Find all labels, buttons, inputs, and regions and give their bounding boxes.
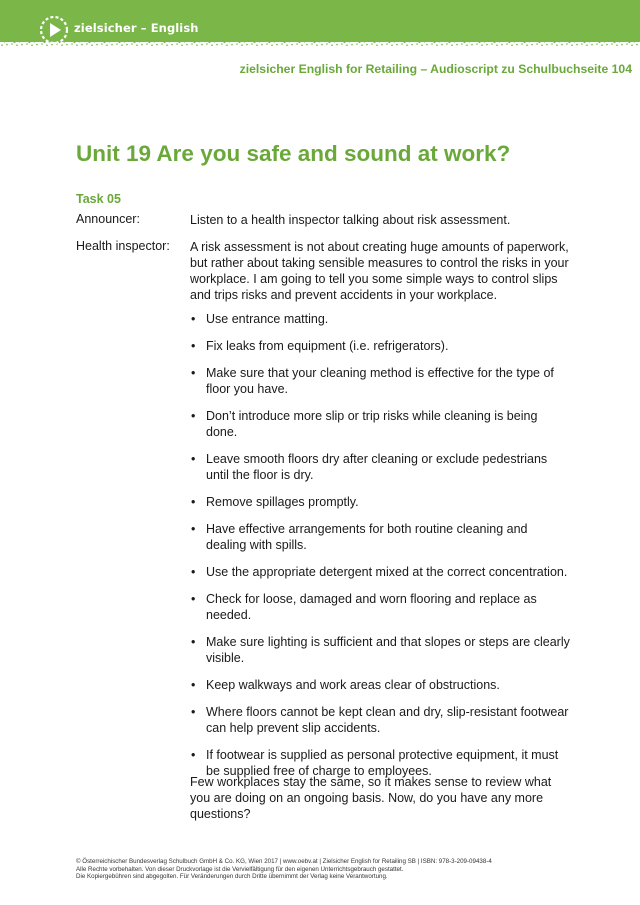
play-icon bbox=[37, 13, 71, 47]
list-item bbox=[190, 494, 570, 510]
list-item bbox=[190, 634, 570, 666]
bullet-icon: • bbox=[191, 495, 196, 509]
list-item bbox=[190, 521, 570, 553]
list-item bbox=[190, 564, 570, 580]
list-item bbox=[190, 408, 570, 440]
brand-name: zielsicher – English bbox=[74, 21, 199, 35]
list-item-text: Remove spillages promptly. bbox=[206, 495, 359, 509]
list-item-text: Make sure lighting is sufficient and that slopes or steps are clearly visible. bbox=[206, 635, 570, 665]
bullet-icon: • bbox=[191, 366, 196, 380]
task-label: Task 05 bbox=[76, 192, 121, 206]
inspector-text: A risk assessment is not about creating huge amounts of paperwork, but rather about taking sensible measures to control the risks in your workplace. I am going to tell you some simple ways to control slips and trips risks and prevent accidents in your workplace. bbox=[190, 240, 569, 302]
footer-line: © Österreichischer Bundesverlag Schulbuch GmbH & Co. KG, Wien 2017 | www.oebv.at | Zielsicher English for Retailing SB | ISBN: 978-3-209-09438-4 bbox=[76, 858, 492, 865]
list-item bbox=[190, 591, 570, 623]
list-item-text: Use entrance matting. bbox=[206, 312, 329, 326]
list-item-text: If footwear is supplied as personal protective equipment, it must be supplied free of charge to employees. bbox=[206, 748, 559, 778]
bullet-icon: • bbox=[191, 592, 196, 606]
bullet-icon: • bbox=[191, 565, 196, 579]
bullet-icon: • bbox=[191, 409, 196, 423]
footer-line: Alle Rechte vorbehalten. Von dieser Druckvorlage ist die Vervielfältigung für den eigenen Unterrichtsgebrauch gestattet. bbox=[76, 865, 404, 873]
list-item bbox=[190, 311, 570, 327]
bullet-icon: • bbox=[191, 705, 196, 719]
list-item bbox=[190, 338, 570, 354]
list-item bbox=[190, 365, 570, 397]
closing-text: Few workplaces stay the same, so it makes sense to review what you are doing on an ongoing basis. Now, do you have any more questions? bbox=[190, 775, 552, 821]
list-item-text: Don’t introduce more slip or trip risks while cleaning is being done. bbox=[206, 409, 538, 439]
list-item-text: Use the appropriate detergent mixed at the correct concentration. bbox=[206, 565, 568, 579]
list-item-text: Where floors cannot be kept clean and dry, slip-resistant footwear can help prevent slip accidents. bbox=[206, 705, 569, 735]
inspector-speaker: Health inspector: bbox=[76, 239, 170, 253]
safety-tips-list bbox=[190, 311, 570, 790]
bullet-icon: • bbox=[191, 635, 196, 649]
list-item bbox=[190, 451, 570, 483]
bullet-icon: • bbox=[191, 339, 196, 353]
list-item-text: Leave smooth floors dry after cleaning or exclude pedestrians until the floor is dry. bbox=[206, 452, 548, 482]
list-item-text: Keep walkways and work areas clear of obstructions. bbox=[206, 678, 500, 692]
list-item-text: Make sure that your cleaning method is effective for the type of floor you have. bbox=[206, 366, 554, 396]
copyright-footer bbox=[76, 858, 616, 881]
list-item-text: Check for loose, damaged and worn flooring and replace as needed. bbox=[206, 592, 537, 622]
bullet-icon: • bbox=[191, 522, 196, 536]
list-item-text: Have effective arrangements for both routine cleaning and dealing with spills. bbox=[206, 522, 528, 552]
banner-dotted-edge bbox=[0, 36, 640, 50]
document-header: zielsicher English for Retailing – Audioscript zu Schulbuchseite 104 bbox=[239, 62, 632, 76]
page-title: Unit 19 Are you safe and sound at work? bbox=[76, 141, 511, 166]
list-item-text: Fix leaks from equipment (i.e. refrigerators). bbox=[206, 339, 449, 353]
bullet-icon: • bbox=[191, 678, 196, 692]
list-item bbox=[190, 704, 570, 736]
list-item bbox=[190, 677, 570, 693]
announcer-text: Listen to a health inspector talking about risk assessment. bbox=[190, 213, 511, 227]
footer-line: Die Kopiergebühren sind abgegolten. Für Veränderungen durch Dritte übernimmt der Verlag keine Verantwortung. bbox=[76, 873, 388, 881]
bullet-icon: • bbox=[191, 312, 196, 326]
bullet-icon: • bbox=[191, 452, 196, 466]
bullet-icon: • bbox=[191, 748, 196, 762]
announcer-speaker: Announcer: bbox=[76, 212, 140, 226]
